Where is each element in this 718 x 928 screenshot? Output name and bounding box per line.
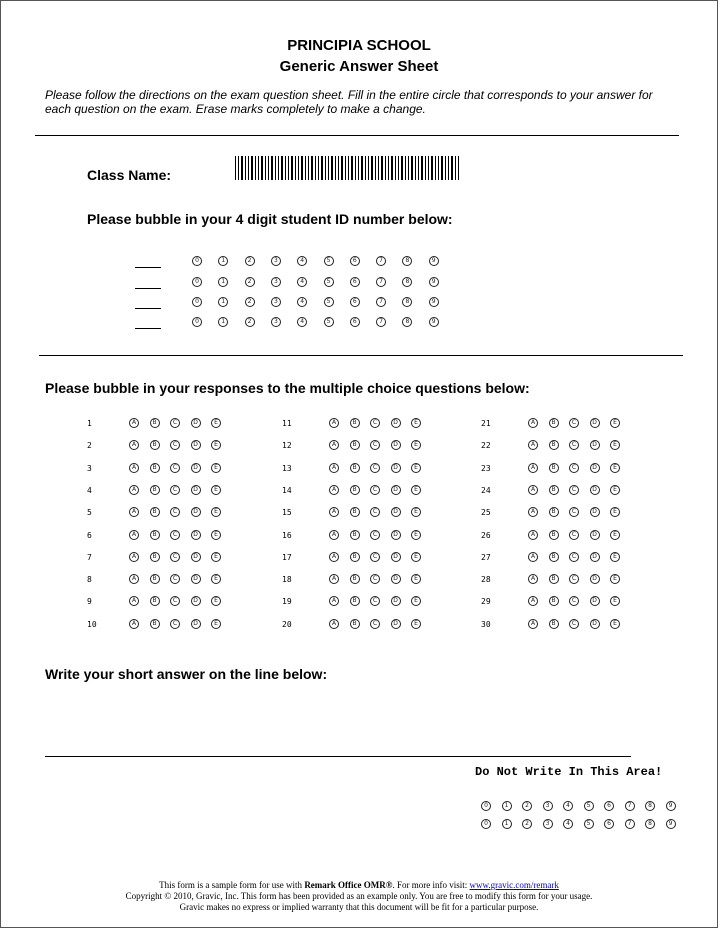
answer-bubble[interactable]: A	[329, 463, 339, 473]
answer-bubble[interactable]: C	[370, 418, 380, 428]
answer-bubble[interactable]: B	[150, 440, 160, 450]
answer-bubble[interactable]: D	[191, 596, 201, 606]
answer-bubble[interactable]: A	[129, 574, 139, 584]
id-bubble[interactable]: 4	[297, 297, 307, 307]
answer-bubble[interactable]: C	[569, 418, 579, 428]
multiple-choice-label: Please bubble in your responses to the multiple choice questions below:	[45, 380, 530, 396]
office-use-bubble: 0	[481, 801, 491, 811]
answer-bubble[interactable]: C	[370, 463, 380, 473]
id-bubble[interactable]: 1	[218, 277, 228, 287]
id-bubble[interactable]: 8	[402, 317, 412, 327]
id-bubble[interactable]: 9	[429, 297, 439, 307]
answer-bubble[interactable]: B	[150, 485, 160, 495]
question-number: 9	[87, 597, 92, 607]
question-number: 4	[87, 485, 92, 495]
short-answer-label: Write your short answer on the line below:	[45, 666, 328, 682]
answer-bubble[interactable]: B	[350, 552, 360, 562]
answer-bubble[interactable]: D	[191, 463, 201, 473]
id-digit-blank	[135, 288, 161, 289]
answer-bubble[interactable]: D	[590, 440, 600, 450]
answer-bubble[interactable]: C	[569, 574, 579, 584]
answer-bubble[interactable]: B	[549, 418, 559, 428]
office-use-bubble: 8	[645, 819, 655, 829]
answer-bubble[interactable]: D	[191, 530, 201, 540]
answer-bubble[interactable]: C	[370, 507, 380, 517]
office-use-bubble: 2	[522, 819, 532, 829]
answer-bubble[interactable]: C	[370, 619, 380, 629]
answer-bubble[interactable]: E	[610, 619, 620, 629]
id-bubble[interactable]: 5	[324, 277, 334, 287]
answer-bubble[interactable]: D	[391, 530, 401, 540]
question-number: 25	[481, 508, 491, 518]
answer-bubble[interactable]: A	[329, 619, 339, 629]
id-bubble[interactable]: 4	[297, 317, 307, 327]
id-bubble[interactable]: 2	[245, 277, 255, 287]
question-number: 27	[481, 552, 491, 562]
answer-bubble[interactable]: A	[129, 619, 139, 629]
answer-bubble[interactable]: E	[211, 507, 221, 517]
answer-bubble[interactable]: C	[569, 440, 579, 450]
answer-bubble[interactable]: D	[391, 552, 401, 562]
answer-bubble[interactable]: E	[610, 574, 620, 584]
answer-bubble[interactable]: D	[590, 574, 600, 584]
id-bubble[interactable]: 2	[245, 317, 255, 327]
answer-bubble[interactable]: C	[170, 596, 180, 606]
answer-bubble[interactable]: A	[129, 596, 139, 606]
id-bubble[interactable]: 6	[350, 317, 360, 327]
id-digit-blank	[135, 308, 161, 309]
answer-bubble[interactable]: C	[569, 596, 579, 606]
id-digit-blank	[135, 267, 161, 268]
answer-bubble[interactable]: A	[528, 440, 538, 450]
answer-bubble[interactable]: E	[411, 463, 421, 473]
answer-bubble[interactable]: E	[211, 463, 221, 473]
answer-bubble[interactable]: D	[590, 418, 600, 428]
answer-bubble[interactable]: B	[549, 507, 559, 517]
question-number: 8	[87, 575, 92, 585]
office-use-bubble: 1	[502, 801, 512, 811]
answer-bubble[interactable]: B	[350, 596, 360, 606]
divider-middle	[39, 355, 683, 356]
answer-bubble[interactable]: B	[150, 619, 160, 629]
answer-bubble[interactable]: E	[211, 418, 221, 428]
answer-bubble[interactable]: C	[569, 552, 579, 562]
answer-bubble[interactable]: B	[549, 463, 559, 473]
question-number: 30	[481, 619, 491, 629]
id-bubble[interactable]: 6	[350, 297, 360, 307]
id-bubble[interactable]: 7	[376, 256, 386, 266]
question-number: 22	[481, 441, 491, 451]
answer-bubble[interactable]: B	[549, 596, 559, 606]
answer-bubble[interactable]: C	[170, 485, 180, 495]
id-bubble[interactable]: 9	[429, 317, 439, 327]
answer-bubble[interactable]: E	[211, 440, 221, 450]
office-use-bubble: 6	[604, 819, 614, 829]
answer-bubble[interactable]: C	[370, 574, 380, 584]
answer-bubble[interactable]: D	[191, 619, 201, 629]
answer-bubble[interactable]: A	[129, 485, 139, 495]
question-number: 10	[87, 619, 97, 629]
question-number: 17	[282, 552, 292, 562]
office-use-bubble: 9	[666, 801, 676, 811]
answer-bubble[interactable]: B	[150, 552, 160, 562]
answer-bubble[interactable]: E	[211, 574, 221, 584]
answer-bubble[interactable]: D	[590, 530, 600, 540]
answer-bubble[interactable]: B	[350, 530, 360, 540]
id-bubble[interactable]: 4	[297, 277, 307, 287]
answer-bubble[interactable]: B	[150, 574, 160, 584]
answer-bubble[interactable]: D	[590, 485, 600, 495]
id-bubble[interactable]: 2	[245, 256, 255, 266]
id-bubble[interactable]: 6	[350, 277, 360, 287]
answer-bubble[interactable]: D	[391, 507, 401, 517]
id-bubble[interactable]: 4	[297, 256, 307, 266]
id-bubble[interactable]: 3	[271, 277, 281, 287]
office-use-bubble: 5	[584, 801, 594, 811]
office-use-bubble: 2	[522, 801, 532, 811]
footer-line-2: Copyright © 2010, Gravic, Inc. This form has been provided as an example only. You are free to modify this form for your usage.	[125, 891, 593, 901]
answer-bubble[interactable]: E	[211, 530, 221, 540]
id-bubble[interactable]: 1	[218, 317, 228, 327]
question-number: 20	[282, 619, 292, 629]
answer-bubble[interactable]: E	[411, 485, 421, 495]
id-bubble[interactable]: 0	[192, 256, 202, 266]
answer-bubble[interactable]: E	[610, 463, 620, 473]
answer-bubble[interactable]: D	[590, 619, 600, 629]
answer-bubble[interactable]: D	[391, 440, 401, 450]
answer-bubble[interactable]: D	[391, 574, 401, 584]
id-bubble[interactable]: 9	[429, 256, 439, 266]
answer-bubble[interactable]: D	[590, 507, 600, 517]
office-use-bubble: 7	[625, 801, 635, 811]
answer-bubble[interactable]: E	[211, 552, 221, 562]
answer-bubble[interactable]: D	[191, 440, 201, 450]
answer-bubble[interactable]: C	[370, 596, 380, 606]
id-bubble[interactable]: 8	[402, 256, 412, 266]
id-bubble[interactable]: 3	[271, 317, 281, 327]
office-use-bubble: 3	[543, 801, 553, 811]
id-bubble[interactable]: 5	[324, 256, 334, 266]
answer-bubble[interactable]: E	[411, 507, 421, 517]
answer-bubble[interactable]: B	[150, 596, 160, 606]
answer-bubble[interactable]: A	[129, 440, 139, 450]
answer-bubble[interactable]: B	[150, 507, 160, 517]
answer-bubble[interactable]: B	[350, 507, 360, 517]
answer-bubble[interactable]: C	[569, 619, 579, 629]
answer-bubble[interactable]: B	[549, 619, 559, 629]
answer-bubble[interactable]: A	[329, 418, 339, 428]
gravic-link[interactable]: www.gravic.com/remark	[469, 880, 559, 890]
instructions-text: Please follow the directions on the exam question sheet. Fill in the entire circle that corresponds to your answer for each question on the exam. Erase marks completely to make a change.	[45, 88, 653, 116]
answer-bubble[interactable]: B	[549, 440, 559, 450]
question-number: 7	[87, 552, 92, 562]
answer-bubble[interactable]: D	[191, 418, 201, 428]
answer-bubble[interactable]: A	[329, 507, 339, 517]
answer-bubble[interactable]: C	[170, 418, 180, 428]
id-bubble[interactable]: 8	[402, 297, 412, 307]
answer-bubble[interactable]: C	[170, 440, 180, 450]
id-bubble[interactable]: 9	[429, 277, 439, 287]
answer-bubble[interactable]: B	[549, 485, 559, 495]
answer-bubble[interactable]: E	[610, 440, 620, 450]
answer-bubble[interactable]: C	[170, 463, 180, 473]
question-number: 1	[87, 419, 92, 428]
answer-bubble[interactable]: E	[211, 619, 221, 629]
answer-bubble[interactable]: A	[528, 530, 538, 540]
question-number: 28	[481, 575, 491, 585]
student-id-label: Please bubble in your 4 digit student ID number below:	[87, 211, 453, 227]
id-bubble[interactable]: 7	[376, 297, 386, 307]
answer-bubble[interactable]: C	[170, 619, 180, 629]
answer-bubble[interactable]: C	[370, 440, 380, 450]
answer-bubble[interactable]: A	[528, 596, 538, 606]
answer-bubble[interactable]: E	[610, 485, 620, 495]
answer-bubble[interactable]: B	[549, 574, 559, 584]
class-name-label: Class Name:	[87, 167, 172, 183]
answer-bubble[interactable]: E	[411, 530, 421, 540]
answer-bubble[interactable]: E	[211, 596, 221, 606]
office-use-bubble: 5	[584, 819, 594, 829]
answer-bubble[interactable]: A	[129, 530, 139, 540]
office-use-bubble: 4	[563, 801, 573, 811]
office-use-bubble: 7	[625, 819, 635, 829]
answer-bubble[interactable]: C	[569, 485, 579, 495]
id-bubble[interactable]: 1	[218, 256, 228, 266]
answer-bubble[interactable]: E	[610, 507, 620, 517]
answer-bubble[interactable]: E	[411, 440, 421, 450]
answer-bubble[interactable]: A	[528, 485, 538, 495]
answer-bubble[interactable]: A	[528, 463, 538, 473]
office-use-bubble: 3	[543, 819, 553, 829]
answer-bubble[interactable]: A	[129, 552, 139, 562]
answer-bubble[interactable]: B	[350, 485, 360, 495]
answer-bubble[interactable]: C	[170, 574, 180, 584]
answer-bubble[interactable]: E	[411, 574, 421, 584]
answer-bubble[interactable]: E	[211, 485, 221, 495]
answer-bubble[interactable]: C	[569, 507, 579, 517]
answer-bubble[interactable]: E	[610, 530, 620, 540]
question-number: 23	[481, 463, 491, 473]
answer-bubble[interactable]: A	[528, 418, 538, 428]
answer-bubble[interactable]: B	[150, 463, 160, 473]
id-bubble[interactable]: 2	[245, 297, 255, 307]
question-number: 16	[282, 530, 292, 540]
question-number: 18	[282, 575, 292, 585]
answer-bubble[interactable]: C	[370, 552, 380, 562]
question-number: 5	[87, 508, 92, 518]
answer-bubble[interactable]: D	[590, 552, 600, 562]
question-number: 6	[87, 530, 92, 540]
id-bubble[interactable]: 3	[271, 297, 281, 307]
answer-bubble[interactable]: E	[411, 619, 421, 629]
answer-bubble[interactable]: B	[549, 552, 559, 562]
answer-bubble[interactable]: A	[528, 552, 538, 562]
id-bubble[interactable]: 8	[402, 277, 412, 287]
question-number: 19	[282, 597, 292, 607]
office-use-bubble: 1	[502, 819, 512, 829]
question-number: 24	[481, 485, 491, 495]
id-bubble[interactable]: 6	[350, 256, 360, 266]
answer-bubble[interactable]: A	[329, 440, 339, 450]
answer-bubble[interactable]: E	[610, 418, 620, 428]
id-bubble[interactable]: 0	[192, 277, 202, 287]
divider-top	[35, 135, 679, 136]
answer-bubble[interactable]: A	[329, 530, 339, 540]
answer-bubble[interactable]: D	[590, 463, 600, 473]
answer-bubble[interactable]: E	[610, 552, 620, 562]
answer-bubble[interactable]: D	[391, 485, 401, 495]
question-number: 11	[282, 419, 292, 428]
answer-bubble[interactable]: B	[150, 530, 160, 540]
answer-bubble[interactable]: B	[350, 463, 360, 473]
answer-bubble[interactable]: C	[370, 530, 380, 540]
id-bubble[interactable]: 0	[192, 297, 202, 307]
answer-bubble[interactable]: A	[528, 574, 538, 584]
answer-bubble[interactable]: C	[170, 552, 180, 562]
answer-bubble[interactable]: E	[411, 596, 421, 606]
answer-bubble[interactable]: A	[528, 619, 538, 629]
answer-bubble[interactable]: E	[610, 596, 620, 606]
answer-bubble[interactable]: A	[528, 507, 538, 517]
question-number: 29	[481, 597, 491, 607]
id-bubble[interactable]: 0	[192, 317, 202, 327]
office-use-bubble: 8	[645, 801, 655, 811]
answer-bubble[interactable]: B	[549, 530, 559, 540]
answer-bubble[interactable]: A	[329, 574, 339, 584]
answer-bubble[interactable]: A	[129, 418, 139, 428]
answer-bubble[interactable]: D	[191, 574, 201, 584]
answer-bubble[interactable]: E	[411, 418, 421, 428]
footer-line-3: Gravic makes no express or implied warranty that this document will be fit for a particular purpose.	[179, 902, 539, 912]
answer-bubble[interactable]: D	[191, 507, 201, 517]
office-use-bubble: 9	[666, 819, 676, 829]
question-number: 3	[87, 463, 92, 473]
id-bubble[interactable]: 7	[376, 277, 386, 287]
answer-bubble[interactable]: B	[150, 418, 160, 428]
answer-bubble[interactable]: D	[590, 596, 600, 606]
id-bubble[interactable]: 5	[324, 317, 334, 327]
id-bubble[interactable]: 7	[376, 317, 386, 327]
footer	[1, 880, 717, 913]
answer-bubble[interactable]: D	[391, 596, 401, 606]
question-number: 26	[481, 530, 491, 540]
question-number: 13	[282, 463, 292, 473]
answer-bubble[interactable]: B	[350, 418, 360, 428]
answer-bubble[interactable]: C	[170, 530, 180, 540]
answer-bubble[interactable]: C	[569, 530, 579, 540]
question-number: 12	[282, 441, 292, 451]
sheet-title: Generic Answer Sheet	[279, 58, 439, 75]
answer-bubble[interactable]: D	[191, 552, 201, 562]
footer-line-1: This form is a sample form for use with Remark Office OMR®. For more info visit: www.gravic.com/remark	[159, 880, 559, 890]
answer-bubble[interactable]: C	[569, 463, 579, 473]
short-answer-line[interactable]	[45, 756, 631, 757]
answer-bubble[interactable]: E	[411, 552, 421, 562]
answer-bubble[interactable]: D	[191, 485, 201, 495]
answer-bubble[interactable]: C	[170, 507, 180, 517]
id-bubble[interactable]: 1	[218, 297, 228, 307]
id-bubble[interactable]: 3	[271, 256, 281, 266]
answer-bubble[interactable]: B	[350, 619, 360, 629]
question-number: 21	[481, 419, 491, 428]
question-number: 15	[282, 508, 292, 518]
office-use-bubble: 4	[563, 819, 573, 829]
class-barcode	[235, 156, 461, 180]
school-name: PRINCIPIA SCHOOL	[287, 37, 431, 54]
office-use-bubble: 6	[604, 801, 614, 811]
answer-bubble[interactable]: D	[391, 619, 401, 629]
answer-bubble[interactable]: C	[370, 485, 380, 495]
answer-bubble[interactable]: A	[329, 552, 339, 562]
answer-bubble[interactable]: A	[129, 507, 139, 517]
question-number: 14	[282, 485, 292, 495]
id-digit-blank	[135, 328, 161, 329]
answer-bubble[interactable]: A	[329, 485, 339, 495]
office-use-label: Do Not Write In This Area!	[475, 765, 663, 779]
question-number: 2	[87, 441, 92, 451]
answer-bubble[interactable]: B	[350, 440, 360, 450]
answer-bubble[interactable]: D	[391, 463, 401, 473]
office-use-bubble: 0	[481, 819, 491, 829]
answer-bubble[interactable]: A	[329, 596, 339, 606]
answer-bubble[interactable]: D	[391, 418, 401, 428]
id-bubble[interactable]: 5	[324, 297, 334, 307]
answer-bubble[interactable]: A	[129, 463, 139, 473]
answer-bubble[interactable]: B	[350, 574, 360, 584]
